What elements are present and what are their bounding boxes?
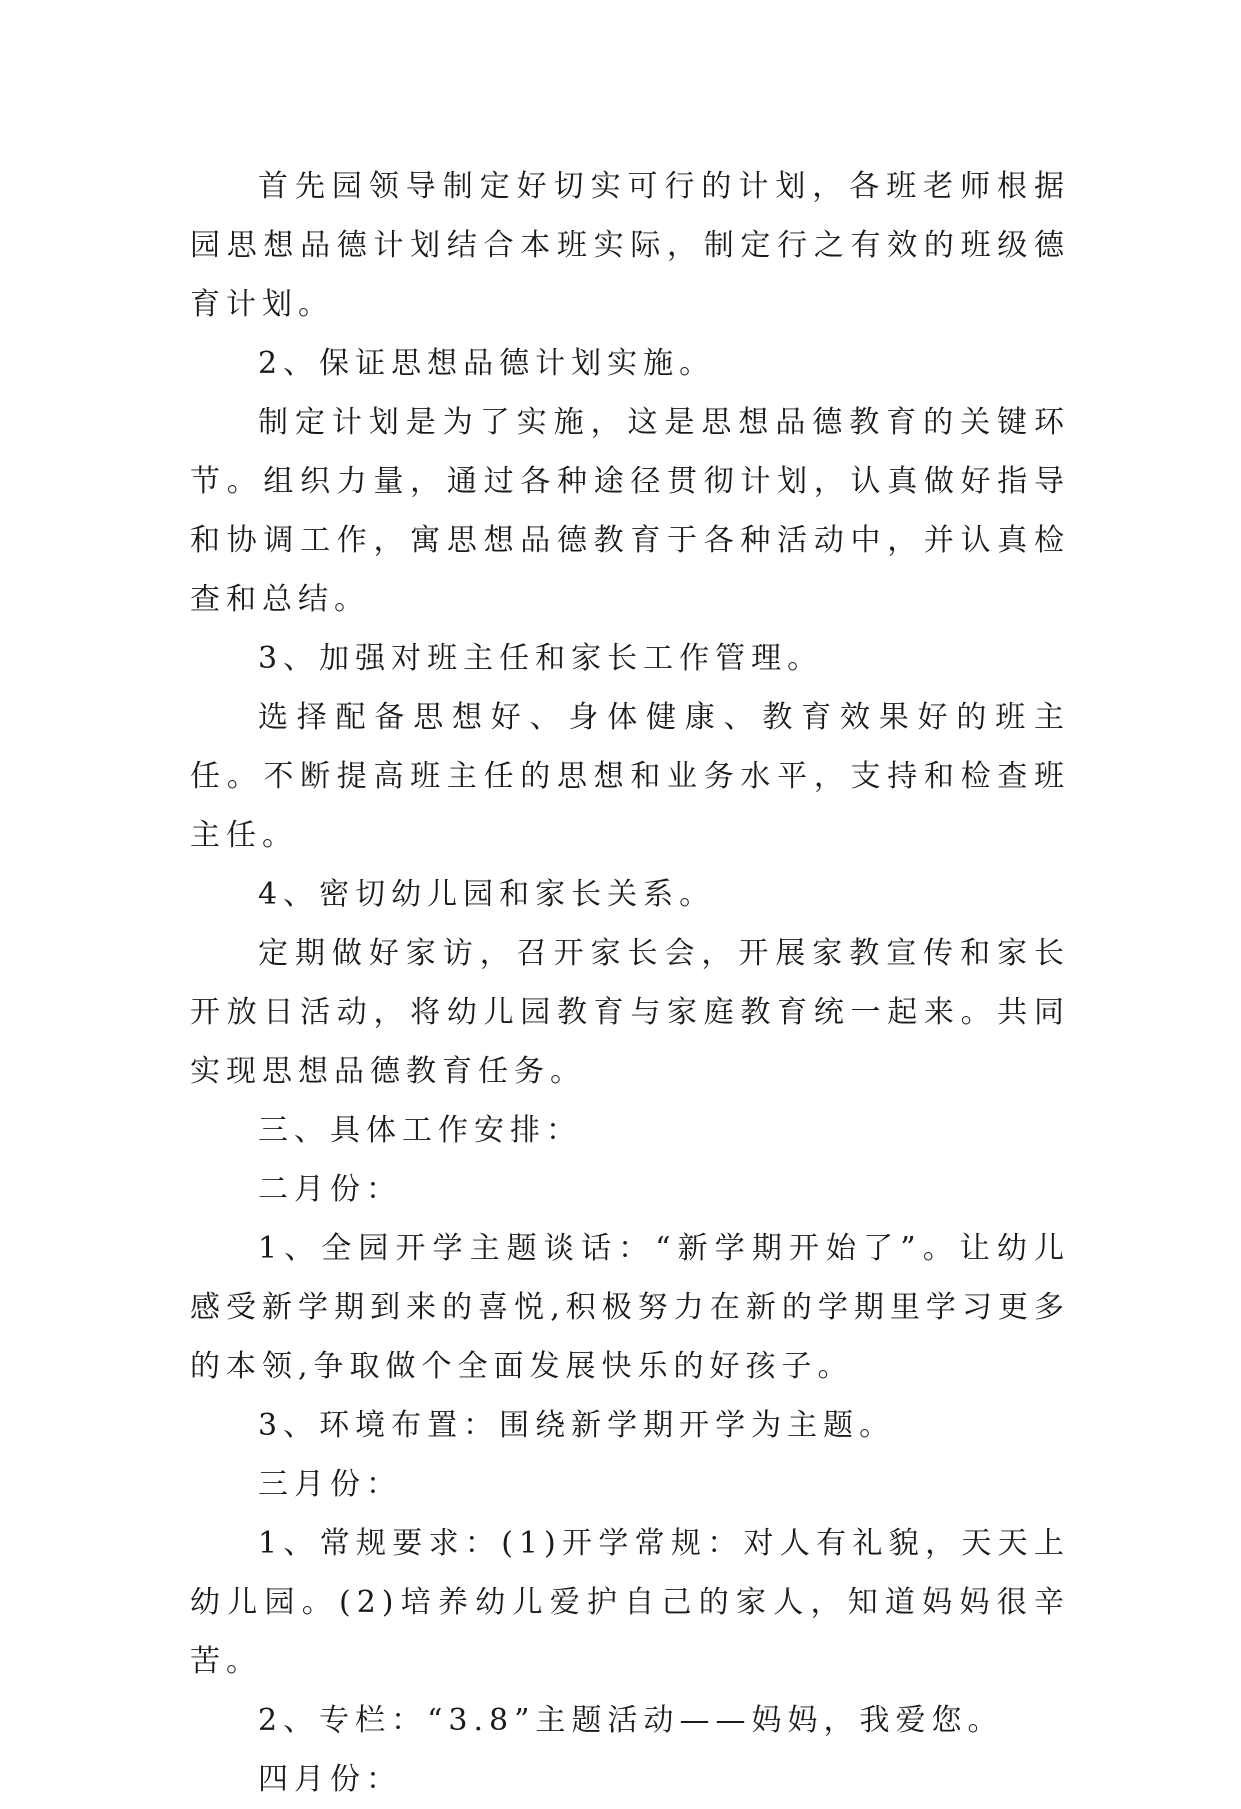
paragraph-implementation: 制定计划是为了实施，这是思想品德教育的关键环节。组织力量，通过各种途径贯彻计划，认真做好指导和协调工作，寓思想品德教育于各种活动中，并认真检查和总结。: [190, 405, 1070, 617]
section-heading-work-schedule: 三、具体工作安排：: [258, 1113, 582, 1148]
heading-ensure-implementation: 2、保证思想品德计划实施。: [258, 346, 716, 381]
document-body: [190, 157, 1070, 1809]
month-heading-april: 四月份：: [258, 1762, 402, 1797]
paragraph-teacher-management: 选择配备思想好、身体健康、教育效果好的班主任。不断提高班主任的思想和业务水平，支持和检查班主任。: [190, 700, 1070, 853]
heading-parent-relations: 4、密切幼儿园和家长关系。: [258, 877, 716, 912]
month-heading-february: 二月份：: [258, 1172, 402, 1207]
paragraph-february-item-1: 1、全园开学主题谈话：“新学期开始了”。让幼儿感受新学期到来的喜悦,积极努力在新的学期里学习更多的本领,争取做个全面发展快乐的好孩子。: [190, 1231, 1070, 1384]
month-heading-march: 三月份：: [258, 1467, 402, 1502]
paragraph-march-item-1: 1、常规要求：(1)开学常规：对人有礼貌，天天上幼儿园。(2)培养幼儿爱护自己的家人，知道妈妈很辛苦。: [190, 1526, 1070, 1679]
heading-teacher-management: 3、加强对班主任和家长工作管理。: [258, 641, 824, 676]
paragraph-plan-formulation: 首先园领导制定好切实可行的计划，各班老师根据园思想品德计划结合本班实际，制定行之有效的班级德育计划。: [190, 169, 1070, 322]
paragraph-february-item-3: 3、环境布置：围绕新学期开学为主题。: [258, 1408, 896, 1443]
paragraph-parent-relations: 定期做好家访，召开家长会，开展家教宣传和家长开放日活动，将幼儿园教育与家庭教育统一起来。共同实现思想品德教育任务。: [190, 936, 1070, 1089]
paragraph-march-item-2: 2、专栏：“3.8”主题活动——妈妈，我爱您。: [258, 1703, 1004, 1738]
